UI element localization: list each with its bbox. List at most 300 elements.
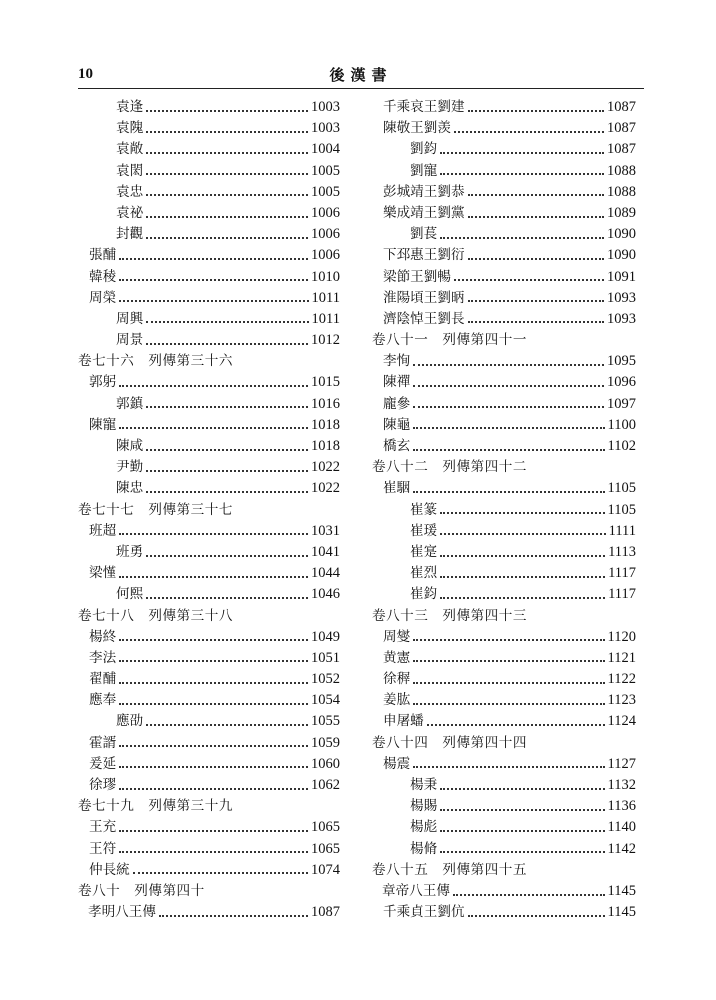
entry-name: 尹勤 (116, 459, 144, 476)
dot-leader (440, 851, 604, 853)
dot-leader (453, 894, 605, 896)
dot-leader (440, 512, 604, 514)
toc-entry[interactable] (372, 478, 636, 499)
entry-name: 崔寔 (410, 543, 438, 560)
toc-entry[interactable] (78, 478, 340, 499)
section-title: 列傳第四十四 (442, 734, 527, 751)
entry-page-number: 1012 (311, 332, 340, 349)
entry-name: 郭躬 (89, 374, 117, 391)
section-number: 卷八十四 (372, 734, 429, 751)
section-heading (78, 796, 340, 817)
dot-leader (427, 724, 605, 726)
entry-name: 周榮 (89, 289, 117, 306)
dot-leader (146, 152, 308, 154)
dot-leader (440, 576, 605, 578)
dot-leader (413, 385, 604, 387)
toc-entry[interactable] (372, 97, 636, 118)
dot-leader (413, 766, 604, 768)
entry-page-number: 1049 (311, 628, 340, 645)
section-number: 卷七十七 (78, 501, 135, 518)
entry-page-number: 1097 (607, 395, 636, 412)
book-title: 後漢書 (329, 66, 393, 84)
entry-name: 袁隗 (116, 120, 144, 137)
dot-leader (119, 279, 308, 281)
entry-page-number: 1062 (311, 777, 340, 793)
toc-column-left (78, 97, 340, 923)
toc-entry[interactable] (372, 563, 636, 584)
entry-page-number: 1121 (607, 649, 636, 666)
dot-leader (413, 427, 604, 429)
entry-name: 姜肱 (383, 692, 411, 709)
toc-entry[interactable] (372, 754, 636, 775)
toc-entry[interactable] (372, 881, 636, 902)
toc-entry[interactable] (78, 139, 340, 160)
dot-leader (440, 152, 604, 154)
section-title: 列傳第四十一 (442, 332, 527, 349)
entry-page-number: 1100 (607, 416, 636, 433)
entry-name: 陳咸 (116, 438, 144, 454)
dot-leader (440, 597, 605, 599)
entry-page-number: 1059 (311, 734, 340, 751)
toc-entry[interactable] (372, 224, 636, 245)
dot-leader (454, 279, 604, 281)
entry-name: 張酺 (89, 247, 117, 264)
toc-entry[interactable] (372, 669, 636, 690)
dot-leader (119, 427, 308, 429)
entry-page-number: 1145 (607, 904, 636, 921)
dot-leader (146, 194, 308, 196)
dot-leader (440, 237, 604, 239)
entry-name: 崔篆 (410, 501, 438, 518)
entry-page-number: 1136 (607, 798, 636, 815)
entry-name: 崔鈞 (410, 586, 438, 603)
entry-page-number: 1095 (607, 353, 636, 370)
toc-entry[interactable] (372, 309, 636, 330)
entry-page-number: 1117 (608, 586, 636, 603)
dot-leader (468, 300, 604, 302)
dot-leader (440, 533, 605, 535)
dot-leader (454, 131, 604, 133)
dot-leader (119, 745, 308, 747)
entry-name: 李法 (89, 649, 117, 666)
section-title: 列傳第四十三 (442, 607, 527, 624)
dot-leader (468, 321, 604, 323)
toc-entry[interactable] (78, 860, 340, 881)
toc-entry[interactable] (78, 839, 340, 860)
entry-page-number: 1102 (607, 438, 636, 454)
entry-name: 王符 (89, 840, 117, 857)
toc-entry[interactable] (78, 563, 340, 584)
toc-entry[interactable] (78, 224, 340, 245)
toc-entry[interactable] (372, 648, 636, 669)
toc-entry[interactable] (78, 161, 340, 182)
section-number: 卷七十八 (78, 607, 135, 624)
section-title: 列傳第三十七 (148, 501, 233, 518)
entry-name: 封觀 (116, 226, 144, 243)
entry-page-number: 1087 (607, 120, 636, 137)
entry-page-number: 1090 (607, 247, 636, 264)
section-number: 卷八十 (78, 882, 121, 899)
toc-entry[interactable] (78, 309, 340, 330)
section-title: 列傳第三十九 (148, 798, 233, 815)
entry-page-number: 1142 (607, 840, 636, 857)
entry-page-number: 1127 (607, 755, 636, 772)
toc-entry[interactable] (372, 542, 636, 563)
toc-entry[interactable] (78, 690, 340, 711)
entry-page-number: 1111 (608, 522, 636, 539)
entry-page-number: 1046 (311, 586, 340, 603)
toc-entry[interactable] (78, 669, 340, 690)
entry-page-number: 1005 (311, 183, 340, 200)
toc-entry[interactable] (78, 97, 340, 118)
toc-entry[interactable] (372, 690, 636, 711)
entry-name: 袁逢 (116, 99, 144, 115)
entry-name: 袁敞 (116, 141, 144, 158)
dot-leader (119, 300, 308, 302)
toc-entry[interactable] (372, 161, 636, 182)
entry-name: 申屠蟠 (383, 713, 424, 730)
entry-name: 濟陰悼王劉長 (383, 310, 465, 327)
entry-name: 應劭 (116, 713, 144, 730)
section-title: 列傳第三十八 (148, 607, 233, 624)
toc-entry[interactable] (78, 648, 340, 669)
entry-name: 爰延 (89, 755, 117, 772)
entry-page-number: 1041 (311, 543, 340, 560)
entry-name: 陳敬王劉羡 (383, 120, 451, 137)
entry-page-number: 1145 (607, 882, 636, 899)
toc-entry[interactable] (372, 245, 636, 266)
entry-name: 霍諝 (89, 734, 117, 751)
header-rule (78, 88, 644, 89)
page-header (78, 62, 644, 86)
entry-page-number: 1052 (311, 671, 340, 688)
entry-page-number: 1055 (311, 713, 340, 730)
section-number: 卷八十五 (372, 861, 429, 878)
section-number: 卷七十六 (78, 353, 135, 370)
dot-leader (146, 406, 308, 408)
entry-page-number: 1044 (311, 565, 340, 582)
entry-name: 袁祕 (116, 204, 144, 221)
entry-page-number: 1006 (311, 226, 340, 243)
toc-entry[interactable] (78, 711, 340, 732)
section-heading (372, 457, 636, 478)
entry-page-number: 1120 (607, 628, 636, 645)
toc-entry[interactable] (372, 394, 636, 415)
entry-name: 章帝八王傳 (382, 882, 450, 899)
entry-page-number: 1088 (607, 183, 636, 200)
toc-entry[interactable] (372, 118, 636, 139)
dot-leader (413, 449, 604, 451)
entry-name: 陳禪 (383, 374, 411, 391)
entry-name: 楊震 (383, 755, 411, 772)
toc-entry[interactable] (78, 203, 340, 224)
entry-name: 千乘哀王劉建 (383, 99, 465, 115)
entry-name: 楊脩 (410, 840, 438, 857)
toc-entry[interactable] (78, 394, 340, 415)
dot-leader (119, 830, 308, 832)
entry-page-number: 1093 (607, 289, 636, 306)
toc-entry[interactable] (78, 584, 340, 605)
entry-name: 崔烈 (410, 565, 438, 582)
dot-leader (119, 766, 308, 768)
toc-entry[interactable] (372, 351, 636, 372)
entry-page-number: 1015 (311, 374, 340, 391)
entry-page-number: 1010 (311, 268, 340, 285)
entry-page-number: 1005 (311, 162, 340, 179)
toc-entry[interactable] (372, 288, 636, 309)
dot-leader (468, 915, 605, 917)
entry-name: 袁忠 (116, 183, 144, 200)
dot-leader (440, 788, 604, 790)
toc-entry[interactable] (78, 542, 340, 563)
dot-leader (119, 682, 308, 684)
dot-leader (146, 470, 308, 472)
dot-leader (146, 597, 308, 599)
dot-leader (413, 639, 604, 641)
toc-entry[interactable] (372, 775, 636, 796)
entry-page-number: 1016 (311, 395, 340, 412)
dot-leader (146, 237, 308, 239)
dot-leader (119, 258, 308, 260)
entry-name: 陳龜 (383, 416, 411, 433)
dot-leader (440, 173, 604, 175)
toc-entry[interactable] (372, 267, 636, 288)
dot-leader (119, 788, 308, 790)
toc-entry[interactable] (78, 267, 340, 288)
entry-name: 梁慬 (89, 565, 117, 582)
entry-page-number: 1124 (607, 713, 636, 730)
toc-entry[interactable] (372, 839, 636, 860)
dot-leader (440, 809, 604, 811)
entry-name: 楊賜 (410, 798, 438, 815)
entry-page-number: 1140 (607, 819, 636, 836)
dot-leader (146, 216, 308, 218)
dot-leader (119, 533, 308, 535)
entry-page-number: 1117 (608, 565, 636, 582)
toc-entry[interactable] (78, 817, 340, 838)
dot-leader (119, 703, 308, 705)
entry-page-number: 1006 (311, 247, 340, 264)
entry-page-number: 1105 (607, 480, 636, 497)
entry-page-number: 1003 (311, 99, 340, 115)
dot-leader (146, 110, 308, 112)
section-heading (372, 860, 636, 881)
toc-entry[interactable] (372, 817, 636, 838)
toc-entry[interactable] (372, 902, 636, 923)
entry-page-number: 1060 (311, 755, 340, 772)
toc-entry[interactable] (78, 733, 340, 754)
entry-name: 周燮 (383, 628, 411, 645)
dot-leader (119, 660, 308, 662)
entry-page-number: 1018 (311, 416, 340, 433)
entry-page-number: 1096 (607, 374, 636, 391)
dot-leader (146, 131, 308, 133)
toc-entry[interactable] (372, 711, 636, 732)
entry-name: 下邳惠王劉衍 (383, 247, 465, 264)
toc-entry[interactable] (78, 330, 340, 351)
entry-name: 楊終 (89, 628, 117, 645)
entry-page-number: 1065 (311, 840, 340, 857)
entry-name: 千乘貞王劉伉 (383, 904, 465, 921)
section-heading (78, 500, 340, 521)
dot-leader (146, 321, 308, 323)
entry-page-number: 1006 (311, 204, 340, 221)
section-number: 卷八十二 (372, 459, 429, 476)
toc-entry[interactable] (78, 182, 340, 203)
toc-entry[interactable] (372, 521, 636, 542)
entry-page-number: 1113 (608, 543, 636, 560)
entry-name: 王充 (89, 819, 117, 836)
entry-name: 龐參 (383, 395, 411, 412)
dot-leader (119, 385, 308, 387)
dot-leader (468, 194, 604, 196)
dot-leader (413, 682, 604, 684)
entry-name: 翟酺 (89, 671, 117, 688)
entry-page-number: 1065 (311, 819, 340, 836)
toc-entry[interactable] (78, 436, 340, 457)
entry-name: 彭城靖王劉恭 (383, 183, 465, 200)
dot-leader (413, 703, 604, 705)
dot-leader (413, 364, 604, 366)
entry-page-number: 1031 (311, 522, 340, 539)
entry-page-number: 1087 (607, 141, 636, 158)
toc-entry[interactable] (78, 521, 340, 542)
dot-leader (146, 449, 308, 451)
entry-name: 淮陽頃王劉昞 (383, 289, 465, 306)
dot-leader (146, 343, 308, 345)
section-heading (78, 351, 340, 372)
entry-name: 陳寵 (89, 416, 117, 433)
dot-leader (146, 555, 308, 557)
dot-leader (119, 851, 308, 853)
toc-entry[interactable] (372, 203, 636, 224)
dot-leader (440, 555, 605, 557)
dot-leader (146, 173, 308, 175)
entry-name: 班超 (89, 522, 117, 539)
toc-entry[interactable] (372, 584, 636, 605)
section-heading (78, 606, 340, 627)
entry-page-number: 1132 (607, 777, 636, 793)
entry-name: 班勇 (116, 543, 144, 560)
dot-leader (146, 724, 308, 726)
toc-entry[interactable] (372, 139, 636, 160)
dot-leader (133, 872, 308, 874)
entry-name: 徐稺 (383, 671, 411, 688)
section-heading (372, 606, 636, 627)
toc-entry[interactable] (78, 627, 340, 648)
section-number: 卷八十一 (372, 332, 429, 349)
entry-name: 梁節王劉暢 (383, 268, 451, 285)
entry-name: 楊彪 (410, 819, 438, 836)
entry-page-number: 1004 (311, 141, 340, 158)
dot-leader (468, 110, 604, 112)
entry-name: 仲長統 (89, 861, 130, 878)
toc-column-right (372, 97, 636, 923)
entry-page-number: 1123 (607, 692, 636, 709)
entry-page-number: 1122 (607, 671, 636, 688)
toc-entry[interactable] (372, 436, 636, 457)
dot-leader (413, 406, 604, 408)
toc-entry[interactable] (372, 500, 636, 521)
dot-leader (413, 491, 604, 493)
section-number: 卷八十三 (372, 607, 429, 624)
toc-entry[interactable] (78, 775, 340, 796)
entry-name: 韓稜 (89, 268, 117, 285)
toc-entry[interactable] (372, 182, 636, 203)
entry-name: 李恂 (383, 353, 411, 370)
entry-page-number: 1022 (311, 459, 340, 476)
section-heading (78, 881, 340, 902)
entry-name: 周興 (116, 310, 144, 327)
entry-name: 橋玄 (383, 438, 411, 454)
section-heading (372, 330, 636, 351)
section-number: 卷七十九 (78, 798, 135, 815)
entry-page-number: 1090 (607, 226, 636, 243)
entry-page-number: 1087 (607, 99, 636, 115)
entry-page-number: 1011 (311, 310, 340, 327)
dot-leader (159, 915, 308, 917)
entry-name: 何熙 (116, 586, 144, 603)
entry-page-number: 1089 (607, 204, 636, 221)
toc-entry[interactable] (78, 118, 340, 139)
toc-entry[interactable] (78, 288, 340, 309)
dot-leader (119, 639, 308, 641)
toc-entry[interactable] (372, 627, 636, 648)
entry-name: 郭鎮 (116, 395, 144, 412)
entry-name: 崔瑗 (410, 522, 438, 539)
toc-entry[interactable] (78, 415, 340, 436)
section-title: 列傳第四十二 (442, 459, 527, 476)
entry-name: 楊秉 (410, 777, 438, 793)
entry-page-number: 1074 (311, 861, 340, 878)
entry-page-number: 1093 (607, 310, 636, 327)
entry-name: 劉鈞 (410, 141, 438, 158)
dot-leader (413, 660, 604, 662)
entry-name: 劉寵 (410, 162, 438, 179)
dot-leader (468, 258, 604, 260)
toc-entry[interactable] (78, 457, 340, 478)
section-title: 列傳第三十六 (148, 353, 233, 370)
dot-leader (468, 216, 604, 218)
entry-page-number: 1054 (311, 692, 340, 709)
entry-name: 應奉 (89, 692, 117, 709)
entry-page-number: 1022 (311, 480, 340, 497)
dot-leader (440, 830, 604, 832)
toc-entry[interactable] (372, 415, 636, 436)
section-title: 列傳第四十五 (442, 861, 527, 878)
toc-entry[interactable] (78, 754, 340, 775)
entry-name: 崔駰 (383, 480, 411, 497)
entry-page-number: 1088 (607, 162, 636, 179)
entry-name: 陳忠 (116, 480, 144, 497)
entry-page-number: 1087 (311, 904, 340, 921)
toc-entry[interactable] (372, 796, 636, 817)
entry-page-number: 1018 (311, 438, 340, 454)
entry-name: 孝明八王傳 (88, 904, 156, 921)
toc-entry[interactable] (78, 245, 340, 266)
entry-page-number: 1091 (607, 268, 636, 285)
page-number: 10 (78, 66, 93, 82)
entry-page-number: 1105 (607, 501, 636, 518)
toc-entry[interactable] (372, 372, 636, 393)
toc-entry[interactable] (78, 372, 340, 393)
dot-leader (119, 576, 308, 578)
entry-name: 周景 (116, 332, 144, 349)
dot-leader (146, 491, 308, 493)
entry-name: 徐璆 (89, 777, 117, 793)
toc-entry[interactable] (78, 902, 340, 923)
entry-page-number: 1003 (311, 120, 340, 137)
